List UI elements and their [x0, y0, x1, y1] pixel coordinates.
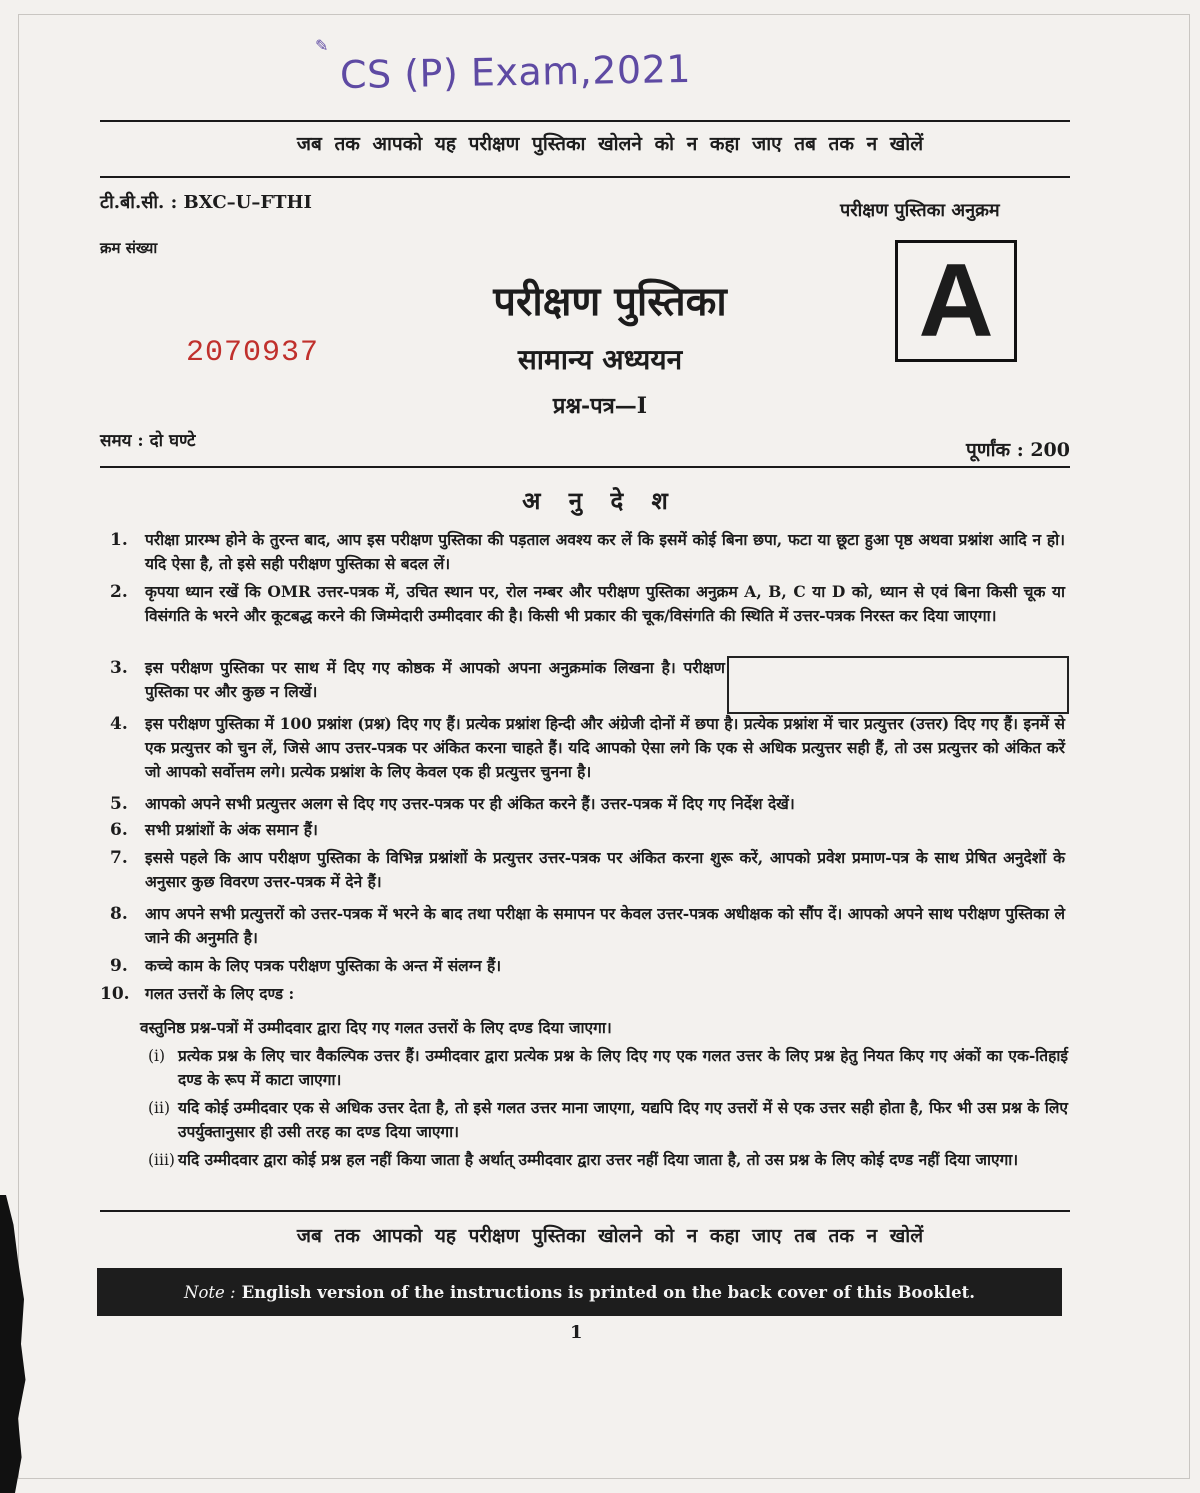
- instruction-number: 9.: [110, 956, 128, 976]
- header-warning: जब तक आपको यह परीक्षण पुस्तिका खोलने को न कहा जाए तब तक न खोलें: [296, 133, 924, 155]
- instruction-text: इससे पहले कि आप परीक्षण पुस्तिका के विभिन्न प्रश्नांशों के प्रत्युत्तर उत्तर-पत्रक पर अंकित करना शुरू करें, आपको प्रवेश प्रमाण-पत्र के साथ प्रेषित अनुदेशों के अनुसार कुछ विवरण उत्तर-पत्रक में देने हैं।: [145, 848, 1065, 891]
- footer-rule: [100, 1210, 1070, 1212]
- instruction-text: गलत उत्तरों के लिए दण्ड :: [145, 984, 295, 1003]
- instruction-number: 1.: [110, 530, 128, 550]
- booklet-subtitle: सामान्य अध्ययन: [517, 343, 683, 376]
- instruction-text: आपको अपने सभी प्रत्युत्तर अलग से दिए गए उत्तर-पत्रक पर ही अंकित करने हैं। उत्तर-पत्रक में दिए गए निर्देश देखें।: [145, 794, 795, 813]
- instruction-number: 8.: [110, 904, 128, 924]
- instructions-heading: अ नु दे श: [522, 486, 678, 515]
- booklet-number: 2070937: [186, 336, 320, 370]
- booklet-title: परीक्षण पुस्तिका: [493, 278, 727, 325]
- header-rule: [100, 176, 1070, 178]
- penalty-text: यदि कोई उम्मीदवार एक से अधिक उत्तर देता है, तो इसे गलत उत्तर माना जाएगा, यद्यपि दिए गए उत्तरों में से एक उत्तर सही होता है, फिर भी उस प्रश्न के लिए उपर्युक्तानुसार ही उसी तरह का दण्ड दिया जाएगा।: [178, 1098, 1068, 1141]
- instruction-text: इस परीक्षण पुस्तिका पर साथ में दिए गए कोष्ठक में आपको अपना अनुक्रमांक लिखना है। परीक्षण पुस्तिका पर और कुछ न लिखें।: [145, 658, 725, 701]
- roll-number-box[interactable]: [727, 656, 1069, 714]
- penalty-text: यदि उम्मीदवार द्वारा कोई प्रश्न हल नहीं किया जाता है अर्थात् उम्मीदवार द्वारा उत्तर नहीं दिया जाता है, तो उस प्रश्न के लिए कोई दण्ड नहीं दिया जाएगा।: [178, 1150, 1019, 1169]
- note-text: English version of the instructions is printed on the back cover of this Booklet.: [241, 1282, 975, 1302]
- instruction-text: इस परीक्षण पुस्तिका में 100 प्रश्नांश (प्रश्न) दिए गए हैं। प्रत्येक प्रश्नांश हिन्दी और अंग्रेजी दोनों में छपा है। प्रत्येक प्रश्नांश में चार प्रत्युत्तर (उत्तर) दिए गए हैं। इनमें से एक प्रत्युत्तर को चुन लें, जिसे आप उत्तर-पत्रक पर अंकित करना चाहते हैं। यदि आपको ऐसा लगे कि एक से अधिक प्रत्युत्तर सही हैं, तो उस प्रत्युत्तर को अंकित करें जो आपको सर्वोत्तम लगे। प्रत्येक प्रश्नांश के लिए केवल एक ही प्रत्युत्तर चुनना है।: [145, 714, 1065, 781]
- instruction-text: कृपया ध्यान रखें कि OMR उत्तर-पत्रक में, उचित स्थान पर, रोल नम्बर और परीक्षण पुस्तिका अनुक्रम A, B, C या D को, ध्यान से एवं बिना किसी चूक या विसंगति के भरने और कूटबद्ध करने की जिम्मेदारी उम्मीदवार की है। किसी भी प्रकार की चूक/विसंगति की स्थिति में उत्तर-पत्रक निरस्त कर दिया जाएगा।: [145, 582, 1065, 625]
- note-label: Note :: [184, 1282, 236, 1302]
- series-letter: A: [918, 243, 994, 359]
- instruction-text: सभी प्रश्नांशों के अंक समान हैं।: [145, 820, 318, 839]
- total-marks: पूर्णांक : 200: [966, 439, 1070, 461]
- penalty-text: प्रत्येक प्रश्न के लिए चार वैकल्पिक उत्तर हैं। उम्मीदवार द्वारा प्रत्येक प्रश्न के लिए दिए गए एक गलत उत्तर के लिए प्रश्न हेतु नियत किए गए अंकों का एक-तिहाई दण्ड के रूप में काटा जाएगा।: [178, 1046, 1068, 1089]
- note-bar: [97, 1268, 1062, 1316]
- paper-label: प्रश्न-पत्र—I: [552, 393, 648, 419]
- instruction-text: कच्चे काम के लिए पत्रक परीक्षण पुस्तिका के अन्त में संलग्न हैं।: [145, 956, 502, 975]
- instruction-number: 4.: [110, 714, 128, 734]
- tbc-code: टी.बी.सी. : BXC–U–FTHI: [100, 192, 312, 213]
- instruction-number: 10.: [100, 984, 130, 1004]
- exam-stamp: CS (P) Exam,2021: [339, 46, 692, 98]
- time-label: समय : दो घण्टे: [100, 431, 196, 451]
- instruction-text: परीक्षा प्रारम्भ होने के तुरन्त बाद, आप इस परीक्षण पुस्तिका की पड़ताल अवश्य कर लें कि इसमें कोई बिना छपा, फटा या छूटा हुआ पृष्ठ अथवा प्रश्नांश आदि न हो। यदि ऐसा है, तो इसे सही परीक्षण पुस्तिका से बदल लें।: [145, 530, 1065, 573]
- top-rule: [100, 120, 1070, 122]
- instruction-number: 7.: [110, 848, 128, 868]
- series-box: [895, 240, 1017, 362]
- instructions-rule: [100, 466, 1070, 468]
- penalty-intro: वस्तुनिष्ठ प्रश्न-पत्रों में उम्मीदवार द्वारा दिए गए गलत उत्तरों के लिए दण्ड दिया जाएगा।: [140, 1018, 612, 1037]
- stamp-mark-icon: ✎: [315, 36, 329, 55]
- instruction-number: 2.: [110, 582, 128, 602]
- instruction-number: 5.: [110, 794, 128, 814]
- penalty-number: (i): [148, 1047, 166, 1065]
- kram-sankhya-label: क्रम संख्या: [100, 239, 158, 257]
- instruction-number: 6.: [110, 820, 128, 840]
- series-label: परीक्षण पुस्तिका अनुक्रम: [840, 200, 1000, 221]
- footer-warning: जब तक आपको यह परीक्षण पुस्तिका खोलने को न कहा जाए तब तक न खोलें: [296, 1225, 924, 1247]
- penalty-number: (iii): [148, 1151, 175, 1169]
- penalty-number: (ii): [148, 1099, 171, 1117]
- instruction-text: आप अपने सभी प्रत्युत्तरों को उत्तर-पत्रक में भरने के बाद तथा परीक्षा के समापन पर केवल उत्तर-पत्रक अधीक्षक को सौंप दें। आपको अपने साथ परीक्षण पुस्तिका ले जाने की अनुमति है।: [145, 904, 1065, 947]
- instruction-number: 3.: [110, 658, 128, 678]
- page-number: 1: [570, 1322, 583, 1343]
